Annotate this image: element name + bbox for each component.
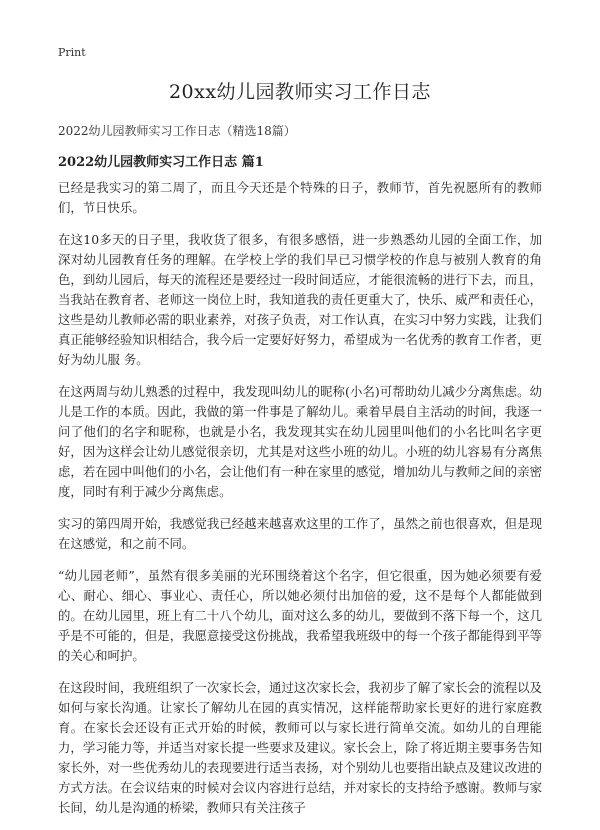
paragraph: 已经是我实习的第二周了，而且今天还是个特殊的日子，教师节，首先祝愿所有的教师们，节日快乐。 xyxy=(58,180,542,215)
paragraph: 在这段时间，我班组织了一次家长会，通过这次家长会，我初步了解了家长会的流程以及如何与家长沟通。让家长了解幼儿在园的真实情况，这样能帮助家长更好的进行家庭教育。在家长会还设有正式开始的时候，教师可以与家长进行简单交流。如幼儿的自理能力，学习能力等，并适当对家长提一些要求及建议。家长会上，除了将近期主要事务告知家长外，对一些优秀幼儿的表现要进行适当表扬，对个别幼儿也要指出缺点及建议改进的方式方法。在会议结束的时候对会议内容进行总结，并对家长的支持给予感谢。教师与家长间，幼儿是沟通的桥梁，教师只有关注孩子 xyxy=(58,680,542,815)
article-body xyxy=(58,178,542,830)
paragraph: 在这10多天的日子里，我收货了很多，有很多感悟，进一步熟悉幼儿园的全面工作，加深对幼儿园教育任务的理解。在学校上学的我们早已习惯学校的作息与被别人教育的角色，到幼儿园后，每天的流程还是要经过一段时间适应，才能很流畅的进行下去，而且，当我站在教育者、老师这一岗位上时，我知道我的责任更重大了，快乐、威严和责任心，这些是幼儿教师必需的职业素养，对孩子负责，对工作认真，在实习中努力实践，让我们真正能够经验知识相结合，我今后一定要好好努力，希望成为一名优秀的教育工作者，更好为幼儿服 务。 xyxy=(58,232,542,367)
paragraph: 在这两周与幼儿熟悉的过程中，我发现叫幼儿的昵称(小名)可帮助幼儿减少分离焦虑。幼儿是工作的本质。因此，我做的第一件事是了解幼儿。乘着早晨自主活动的时间，我逐一问了他们的名字和昵称，也就是小名，我发现其实在幼儿园里叫他们的小名比叫名字更好，因为这样会让幼儿感觉很亲切，尤其是对这些小班的幼儿。小班的幼儿容易有分离焦虑，若在园中叫他们的小名，会让他们有一种在家里的感觉，增加幼儿与教师之间的亲密度，同时有利于减少分离焦虑。 xyxy=(58,384,542,499)
print-link[interactable]: Print xyxy=(58,46,86,59)
paragraph: 实习的第四周开始，我感觉我已经越来越喜欢这里的工作了，虽然之前也很喜欢，但是现在这感觉，和之前不同。 xyxy=(58,516,542,551)
paragraph: “幼儿园老师”，虽然有很多美丽的光环围绕着这个名字，但它很重，因为她必须要有爱心、耐心、细心、事业心、责任心，所以她必须付出加倍的爱，这不是每个人都能做到的。在幼儿园里，班上有二十八个幼儿，面对这么多的幼儿，要做到不落下每一个，这几乎是不可能的，但是，我愿意接受这份挑战，我希望我班级中的每一个孩子都能得到平等的关心和呵护。 xyxy=(58,568,542,663)
section-heading: 2022幼儿园教师实习工作日志 篇1 xyxy=(58,155,264,170)
document-subtitle: 2022幼儿园教师实习工作日志（精选18篇） xyxy=(58,124,296,138)
document-title: 20xx幼儿园教师实习工作日志 xyxy=(168,81,432,103)
